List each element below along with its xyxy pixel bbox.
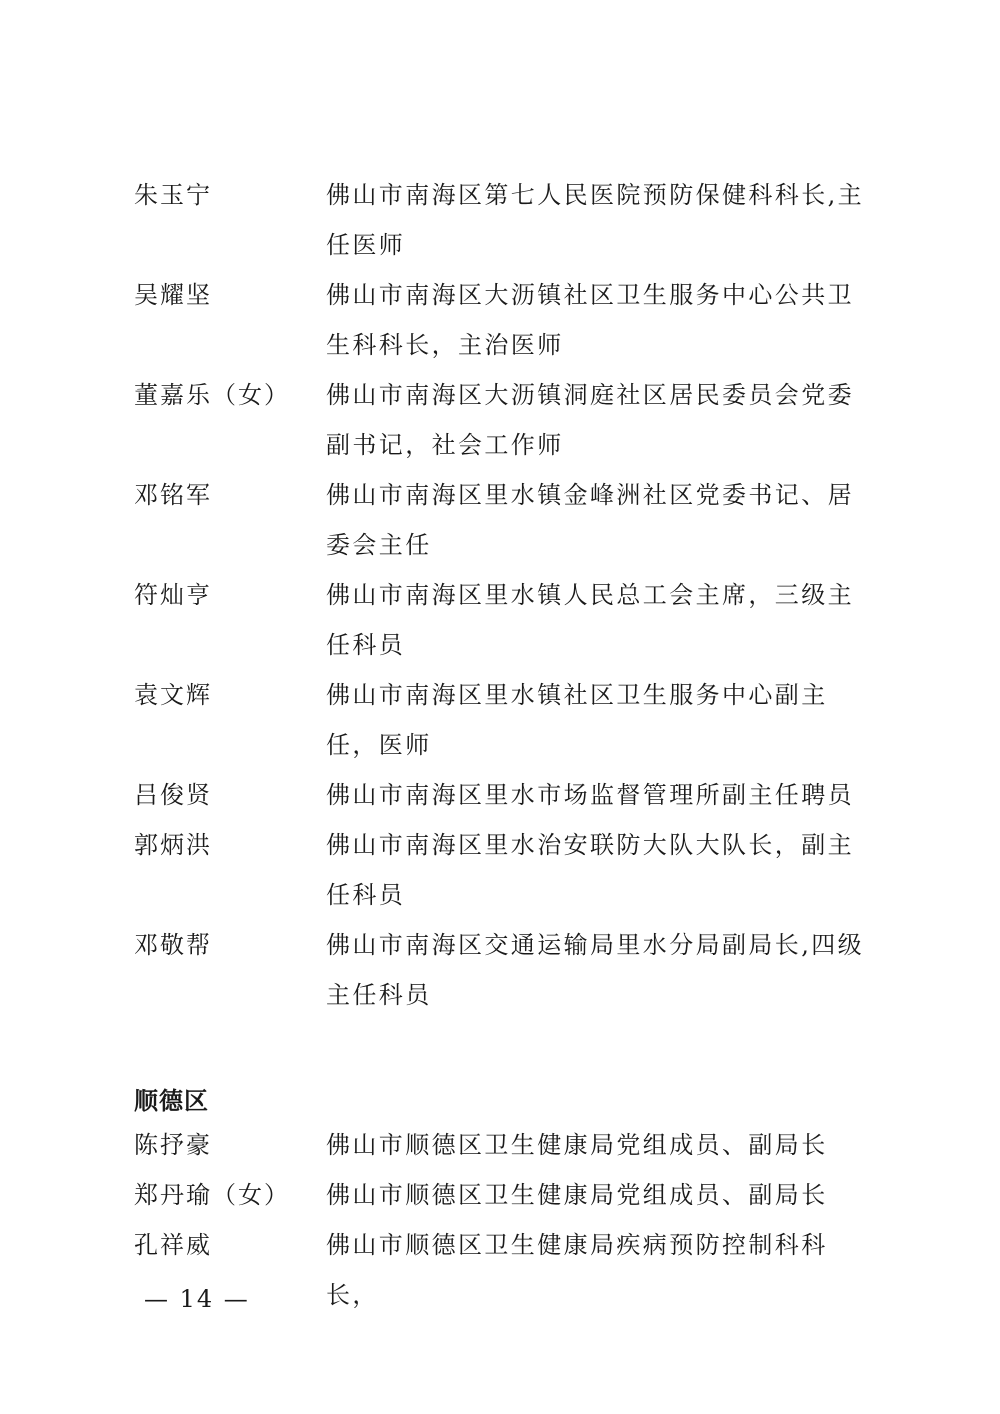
person-title: 佛山市南海区里水治安联防大队大队长，副主任科员 <box>326 831 854 909</box>
person-title: 佛山市南海区大沥镇社区卫生服务中心公共卫生科科长，主治医师 <box>326 281 854 359</box>
person-title: 佛山市南海区里水市场监督管理所副主任聘员 <box>326 781 854 809</box>
person-name: 孔祥威 <box>134 1231 212 1259</box>
person-name: 邓敬帮 <box>134 931 212 959</box>
person-name: 董嘉乐（女） <box>134 381 290 409</box>
person-title: 佛山市南海区里水镇金峰洲社区党委书记、居委会主任 <box>326 481 854 559</box>
person-name: 朱玉宁 <box>134 181 212 209</box>
page-number: — 14 — <box>144 1285 250 1313</box>
person-title: 佛山市南海区大沥镇洞庭社区居民委员会党委副书记，社会工作师 <box>326 381 854 459</box>
person-name: 陈抒豪 <box>134 1131 212 1159</box>
person-title: 佛山市南海区第七人民医院预防保健科科长,主任医师 <box>326 181 865 259</box>
section-heading: 顺德区 <box>134 1087 209 1115</box>
person-title: 佛山市南海区交通运输局里水分局副局长,四级主任科员 <box>326 931 865 1009</box>
person-name: 吴耀坚 <box>134 281 212 309</box>
person-title: 佛山市顺德区卫生健康局党组成员、副局长 <box>326 1131 828 1159</box>
person-name: 袁文辉 <box>134 681 212 709</box>
person-name: 吕俊贤 <box>134 781 212 809</box>
person-name: 郭炳洪 <box>134 831 212 859</box>
person-name: 邓铭军 <box>134 481 212 509</box>
person-title: 佛山市顺德区卫生健康局疾病预防控制科科长， <box>326 1231 828 1309</box>
person-name: 符灿亨 <box>134 581 212 609</box>
person-title: 佛山市顺德区卫生健康局党组成员、副局长 <box>326 1181 828 1209</box>
person-title: 佛山市南海区里水镇社区卫生服务中心副主任，医师 <box>326 681 828 759</box>
person-name: 郑丹瑜（女） <box>134 1181 290 1209</box>
person-title: 佛山市南海区里水镇人民总工会主席，三级主任科员 <box>326 581 854 659</box>
